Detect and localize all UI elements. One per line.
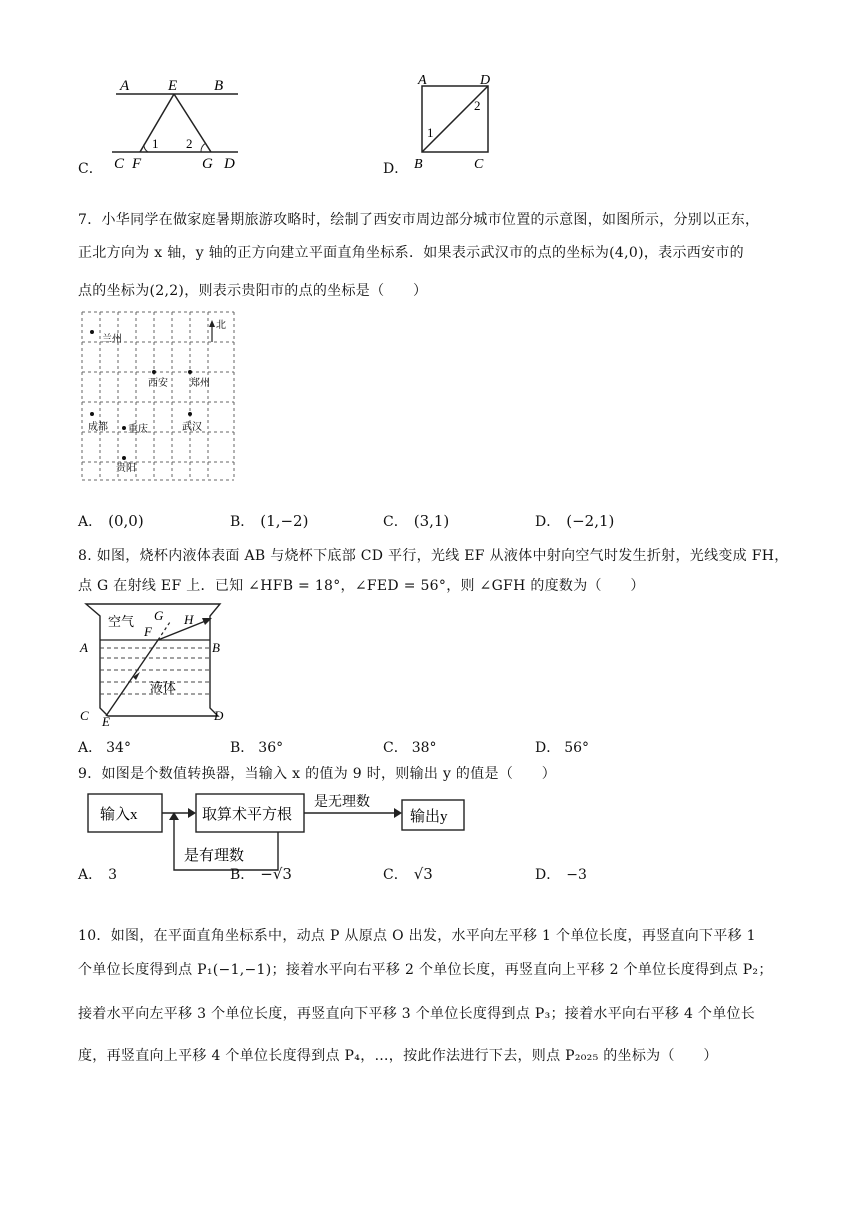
q7-option-a: A． (0,0)	[78, 512, 144, 530]
q8-option-a: A． 34°	[78, 740, 131, 756]
d-label-b: B	[414, 157, 423, 172]
c-label-c: C	[114, 156, 125, 172]
q10-line-1: 10．如图，在平面直角坐标系中，动点 P 从原点 O 出发，水平向左平移 1 个单位长度，再竖直向下平移 1	[78, 928, 756, 944]
beaker-label-a: A	[80, 640, 88, 655]
q6-option-d-figure	[410, 70, 500, 172]
flow-output: 输出y	[410, 809, 448, 825]
q9-option-c: C． √3	[383, 865, 433, 883]
beaker-label-e: E	[102, 714, 110, 726]
q6-option-c-label: C．	[78, 161, 103, 177]
q9-flowchart	[78, 790, 478, 874]
d-label-c: C	[474, 157, 484, 172]
map-chongqing: 重庆	[128, 424, 148, 435]
map-chengdu: 成都	[88, 422, 108, 433]
c-label-f: F	[132, 156, 142, 172]
q7-line-3: 点的坐标为(2,2)，则表示贵阳市的点的坐标是（ ）	[78, 283, 428, 299]
q8-option-b: B． 36°	[230, 740, 284, 756]
q9-option-a: A． 3	[78, 867, 118, 883]
q8-beaker-figure	[78, 600, 238, 726]
q7-option-c: C． (3,1)	[383, 512, 450, 530]
q8-option-c: C． 38°	[383, 740, 437, 756]
q8-line-2: 点 G 在射线 EF 上．已知 ∠HFB = 18°，∠FED = 56°，则 ∠GFH 的度数为（ ）	[78, 578, 645, 594]
map-xian: 西安	[148, 378, 168, 389]
map-zhengzhou: 郑州	[190, 378, 210, 389]
q6-option-c-figure	[108, 72, 248, 172]
d-label-a: A	[418, 73, 427, 88]
map-wuhan: 武汉	[182, 422, 202, 433]
beaker-liquid: 液体	[150, 680, 177, 695]
d-angle-2: 2	[474, 98, 481, 113]
q10-line-3: 接着水平向左平移 3 个单位长度，再竖直向下平移 3 个单位长度得到点 P₃；接着水平向右平移 4 个单位长	[78, 1006, 756, 1022]
d-label-d: D	[480, 73, 491, 88]
c-label-b: B	[214, 78, 224, 94]
q8-line-1: 8. 如图，烧杯内液体表面 AB 与烧杯下底部 CD 平行，光线 EF 从液体中射向空气时发生折射，光线变成 FH，	[78, 548, 789, 564]
q7-option-b: B． (1,−2)	[230, 512, 309, 530]
c-angle-2: 2	[186, 136, 193, 151]
q8-option-d: D． 56°	[535, 740, 590, 756]
q9-option-d: D． −3	[535, 867, 587, 883]
q6-option-d-label: D．	[383, 161, 409, 177]
q10-line-2: 个单位长度得到点 P₁(−1,−1)；接着水平向右平移 2 个单位长度，再竖直向上平移 2 个单位长度得到点 P₂；	[78, 962, 773, 978]
flow-input: 输入x	[100, 807, 138, 823]
c-label-g: G	[202, 156, 213, 172]
q7-option-d: D． (−2,1)	[535, 512, 615, 530]
beaker-label-h: H	[184, 612, 194, 627]
c-label-e: E	[168, 78, 178, 94]
q9-option-b: B． −√3	[230, 865, 292, 883]
flow-irrational: 是无理数	[314, 795, 370, 810]
flow-process: 取算术平方根	[202, 807, 293, 823]
map-lanzhou: 兰州	[102, 334, 122, 345]
q7-line-2: 正北方向为 x 轴，y 轴的正方向建立平面直角坐标系．如果表示武汉市的点的坐标为(4,0)，表示西安市的	[78, 245, 744, 261]
q10-line-4: 度，再竖直向上平移 4 个单位长度得到点 P₄，…，按此作法进行下去，则点 P₂₀₂₅ 的坐标为（ ）	[78, 1048, 718, 1064]
c-label-d: D	[224, 156, 235, 172]
beaker-label-f: F	[144, 624, 152, 639]
beaker-label-g: G	[154, 608, 164, 623]
beaker-air: 空气	[108, 614, 135, 629]
beaker-label-b: B	[212, 640, 220, 655]
d-angle-1: 1	[427, 125, 434, 140]
q7-city-map	[78, 308, 238, 486]
q7-line-1: 7．小华同学在做家庭暑期旅游攻略时，绘制了西安市周边部分城市位置的示意图，如图所示，分别以正东，	[78, 212, 760, 228]
q9-line-1: 9．如图是个数值转换器，当输入 x 的值为 9 时，则输出 y 的值是（ ）	[78, 766, 557, 782]
beaker-label-c: C	[80, 708, 89, 723]
map-guiyang: 贵阳	[116, 463, 136, 474]
beaker-label-d: D	[214, 708, 224, 723]
c-angle-1: 1	[152, 136, 159, 151]
c-label-a: A	[120, 78, 130, 94]
map-north: 北	[216, 320, 226, 331]
flow-rational: 是有理数	[184, 848, 245, 864]
